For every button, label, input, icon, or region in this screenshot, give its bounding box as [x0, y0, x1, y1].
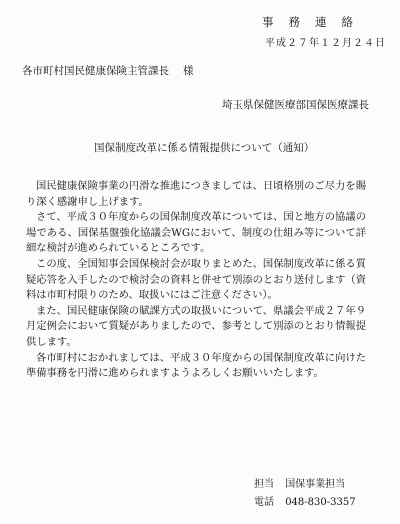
- contact-person-value: 国保事業担当: [285, 479, 346, 490]
- contact-phone-value: 048-830-3357: [285, 497, 356, 508]
- body-paragraph: 国民健康保険事業の円滑な推進につきましては、日頃格別のご尽力を賜り深く感謝申し上げます。: [26, 180, 366, 208]
- recipient-name: 各市町村国民健康保険主管課長: [22, 65, 169, 77]
- body-paragraph: さて、平成３０年度からの国保制度改革については、国と地方の協議の場である、国保基盤強化協議会WGにおいて、制度の仕組み等について詳細な検討が進められているところです。: [26, 211, 366, 255]
- body-paragraph: また、国民健康保険の賦課方式の取扱いについて、県議会平成２７年９月定例会において質疑がありましたので、参考として別添のとおり情報提供します。: [26, 304, 366, 348]
- document-body: [26, 179, 366, 382]
- recipient-honorific: 様: [183, 65, 194, 77]
- contact-person-label: 担当: [254, 479, 274, 490]
- document-subject: 国保制度改革に係る情報提供について（通知）: [94, 142, 315, 154]
- contact-phone: [254, 493, 356, 508]
- body-paragraph: この度、全国知事会国保検討会が取りまとめた、国保制度改革に係る質疑応答を入手したので検討会の資料と併せて別添のとおり送付します（資料は市町村限りのため、取扱いにはご注意ください）。: [26, 257, 366, 302]
- recipient: [22, 63, 194, 78]
- body-paragraph: 各市町村におかれましては、平成３０年度からの国保制度改革に向けた準備事務を円滑に進められますようよろしくお願いいたします。: [26, 351, 366, 380]
- sender: 埼玉県保健医療部国保医療課長: [222, 99, 369, 111]
- contact-person: [254, 475, 345, 490]
- document-date: 平成２７年１２月２４日: [265, 38, 386, 49]
- notice-type: 事務連絡: [262, 15, 368, 29]
- contact-phone-label: 電話: [254, 497, 274, 508]
